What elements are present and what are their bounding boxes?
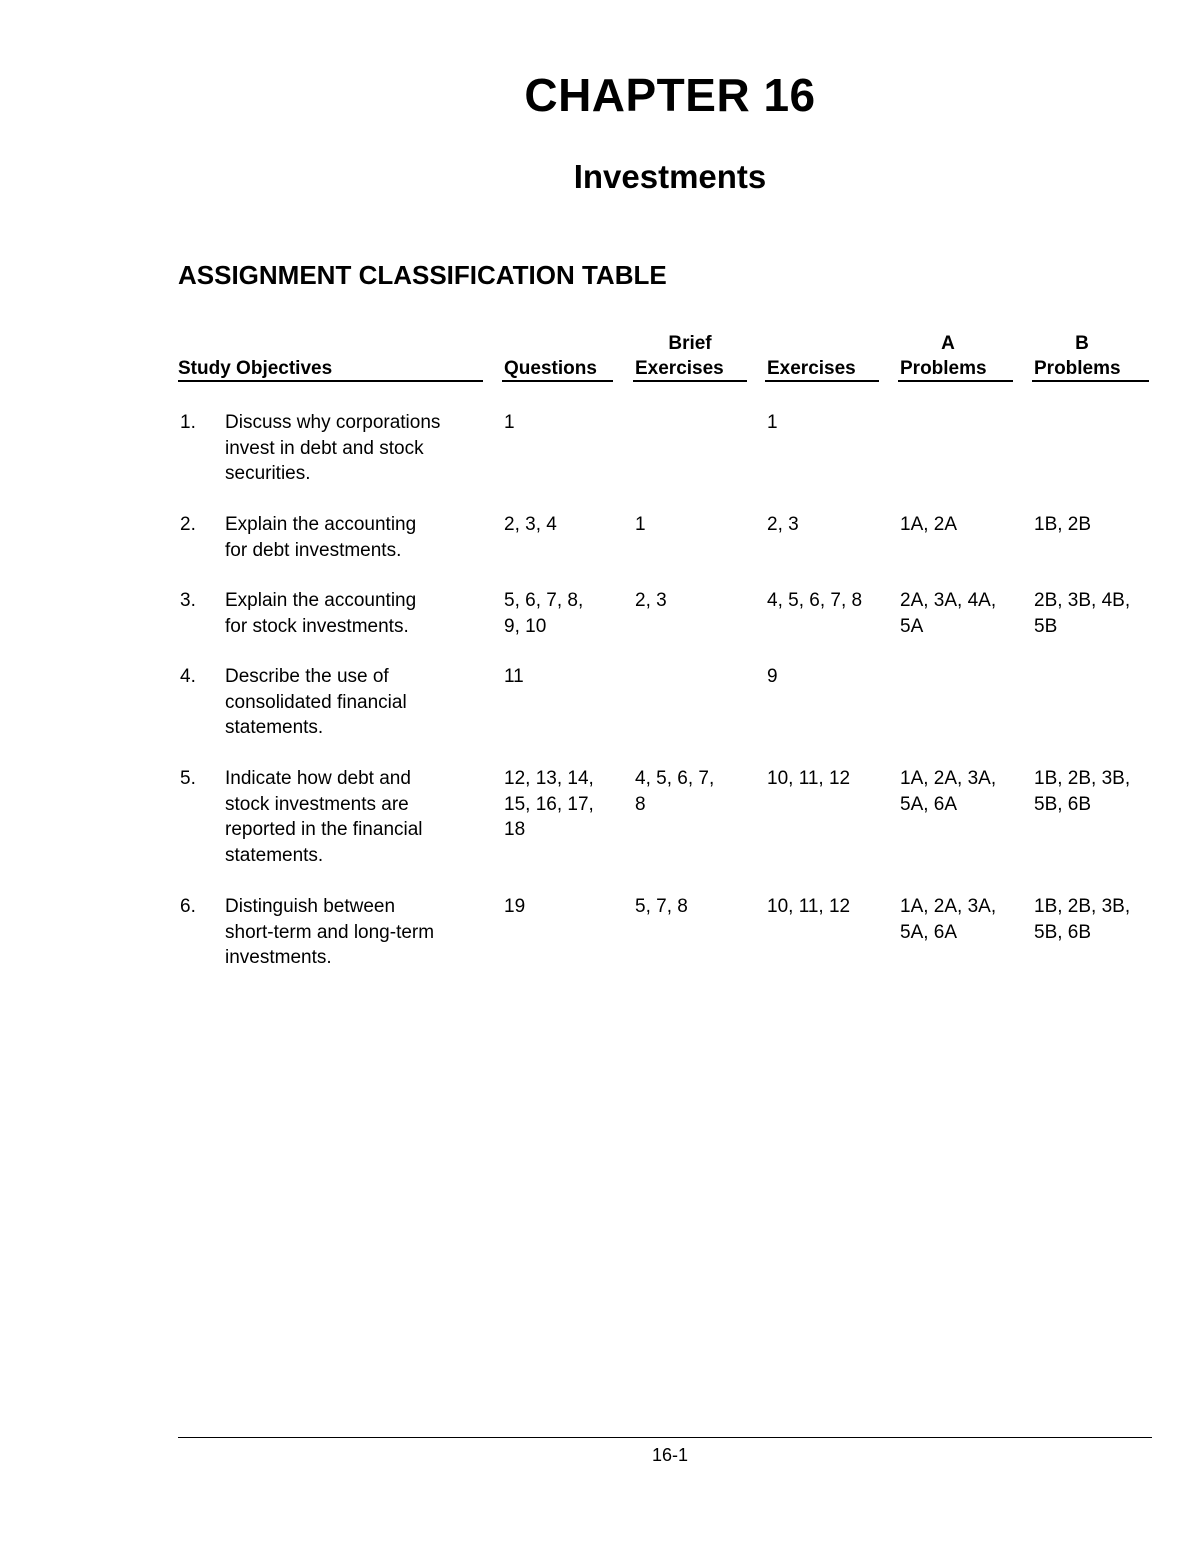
- row-questions: 12, 13, 14, 15, 16, 17, 18: [504, 768, 594, 840]
- row-b-problems: 1B, 2B, 3B, 5B, 6B: [1034, 768, 1131, 815]
- chapter-subtitle: Investments: [573, 158, 767, 195]
- footer-divider: [178, 1437, 1152, 1438]
- row-questions: 19: [504, 896, 526, 917]
- row-exercises: 9: [767, 666, 778, 687]
- row-brief-exercises: 1: [635, 514, 646, 535]
- header-a-top: A: [941, 333, 955, 354]
- row-a-problems: 1A, 2A: [900, 514, 958, 535]
- row-number: 4.: [180, 666, 196, 687]
- row-questions: 1: [504, 412, 515, 433]
- row-objective: Explain the accounting for stock investments.: [225, 590, 417, 637]
- row-objective: Explain the accounting for debt investments.: [225, 514, 417, 561]
- row-exercises: 4, 5, 6, 7, 8: [767, 590, 863, 611]
- header-underline-a-problems: [898, 380, 1013, 382]
- header-b-top: B: [1075, 333, 1089, 354]
- chapter-title: CHAPTER 16: [524, 69, 816, 121]
- header-a-problems: Problems: [900, 358, 987, 379]
- row-questions: 2, 3, 4: [504, 514, 557, 535]
- header-underline-study-objectives: [178, 380, 483, 382]
- header-underline-b-problems: [1032, 380, 1149, 382]
- row-a-problems: 1A, 2A, 3A, 5A, 6A: [900, 896, 997, 943]
- row-exercises: 10, 11, 12: [767, 768, 851, 789]
- row-exercises: 2, 3: [767, 514, 799, 535]
- header-underline-exercises: [765, 380, 879, 382]
- row-number: 6.: [180, 896, 196, 917]
- row-number: 3.: [180, 590, 196, 611]
- row-a-problems: 1A, 2A, 3A, 5A, 6A: [900, 768, 997, 815]
- row-number: 2.: [180, 514, 196, 535]
- section-title: ASSIGNMENT CLASSIFICATION TABLE: [178, 260, 667, 290]
- row-questions: 5, 6, 7, 8, 9, 10: [504, 590, 584, 637]
- header-underline-brief-exercises: [633, 380, 747, 382]
- row-brief-exercises: 2, 3: [635, 590, 667, 611]
- row-b-problems: 1B, 2B, 3B, 5B, 6B: [1034, 896, 1131, 943]
- header-exercises: Exercises: [767, 358, 856, 379]
- row-brief-exercises: 4, 5, 6, 7, 8: [635, 768, 715, 815]
- row-exercises: 10, 11, 12: [767, 896, 851, 917]
- row-objective: Distinguish between short-term and long-term investments.: [225, 896, 435, 968]
- row-objective: Describe the use of consolidated financial statements.: [225, 666, 407, 738]
- row-objective: Indicate how debt and stock investments are reported in the financial statements.: [225, 768, 423, 866]
- row-b-problems: 2B, 3B, 4B, 5B: [1034, 590, 1131, 637]
- header-brief-top: Brief: [668, 333, 712, 354]
- row-brief-exercises: 5, 7, 8: [635, 896, 688, 917]
- row-number: 5.: [180, 768, 196, 789]
- row-questions: 11: [504, 666, 524, 687]
- row-exercises: 1: [767, 412, 778, 433]
- row-a-problems: 2A, 3A, 4A, 5A: [900, 590, 997, 637]
- header-questions: Questions: [504, 358, 597, 379]
- row-objective: Discuss why corporations invest in debt and stock securities.: [225, 412, 441, 484]
- header-underline-questions: [502, 380, 613, 382]
- row-number: 1.: [180, 412, 196, 433]
- header-study-objectives: Study Objectives: [178, 358, 333, 379]
- header-brief-exercises: Exercises: [635, 358, 724, 379]
- page-number: 16-1: [651, 1445, 689, 1465]
- header-b-problems: Problems: [1034, 358, 1121, 379]
- row-b-problems: 1B, 2B: [1034, 514, 1092, 535]
